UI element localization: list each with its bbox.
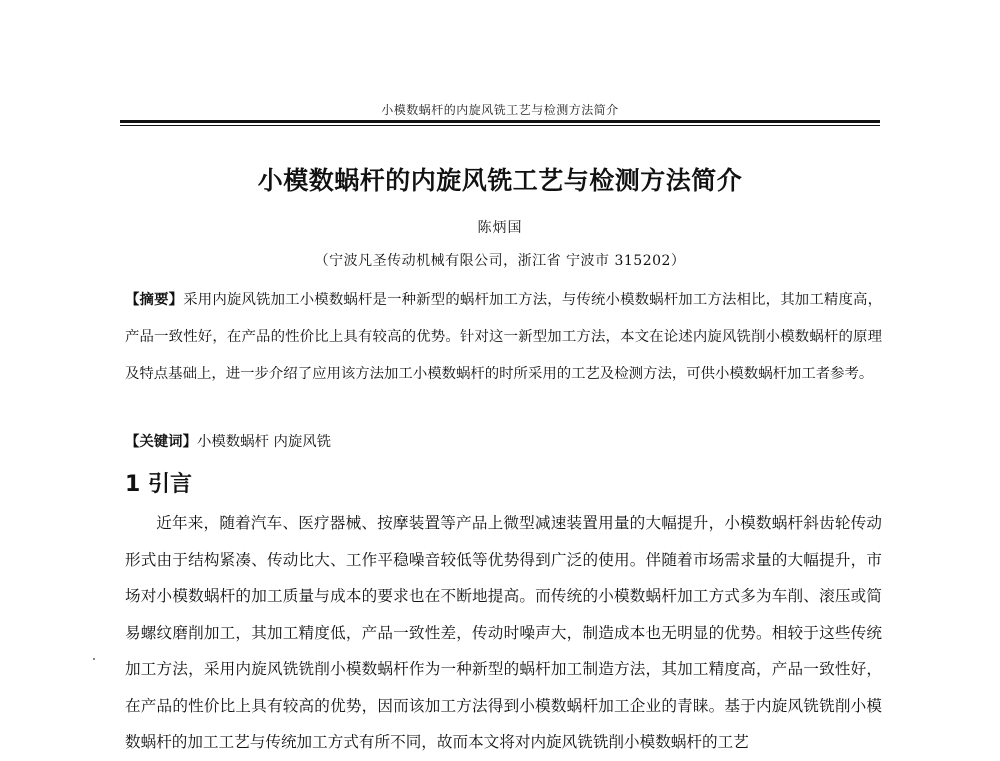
affiliation: （宁波凡圣传动机械有限公司，浙江省 宁波市 315202） bbox=[314, 253, 686, 269]
running-header: 小模数蜗杆的内旋风铣工艺与检测方法简介 bbox=[381, 103, 619, 117]
abstract bbox=[125, 282, 882, 393]
header-rule-thin bbox=[120, 125, 880, 126]
keywords-text: 小模数蜗杆 内旋风铣 bbox=[196, 434, 332, 450]
paper-title: 小模数蜗杆的内旋风铣工艺与检测方法简介 bbox=[257, 166, 743, 195]
keywords-label: 【关键词】 bbox=[125, 434, 197, 450]
scan-speck bbox=[93, 658, 95, 660]
header-rule-thick bbox=[120, 120, 880, 123]
section-heading: 1 引言 bbox=[125, 472, 192, 497]
author: 陈炳国 bbox=[477, 220, 523, 236]
abstract-label: 【摘要】 bbox=[125, 292, 184, 308]
keywords bbox=[125, 427, 882, 457]
abstract-text: 采用内旋风铣加工小模数蜗杆是一种新型的蜗杆加工方法，与传统小模数蜗杆加工方法相比，其加工精度高，产品一致性好，在产品的性价比上具有较高的优势。针对这一新型加工方法，本文在论述内旋风铣削小模数蜗杆的原理及特点基础上，进一步介绍了应用该方法加工小模数蜗杆的时所采用的工艺及检测方法，可供小模数蜗杆加工者参考。 bbox=[125, 292, 882, 382]
section-body: 近年来，随着汽车、医疗器械、按摩装置等产品上微型减速装置用量的大幅提升，小模数蜗杆斜齿轮传动形式由于结构紧凑、传动比大、工作平稳噪音较低等优势得到广泛的使用。伴随着市场需求量的大幅提升，市场对小模数蜗杆的加工质量与成本的要求也在不断地提高。而传统的小模数蜗杆加工方式多为车削、滚压或简易螺纹磨削加工，其加工精度低，产品一致性差，传动时噪声大，制造成本也无明显的优势。相较于这些传统加工方法，采用内旋风铣铣削小模数蜗杆作为一种新型的蜗杆加工制造方法，其加工精度高，产品一致性好，在产品的性价比上具有较高的优势，因而该加工方法得到小模数蜗杆加工企业的青睐。基于内旋风铣铣削小模数蜗杆的加工工艺与传统加工方式有所不同，故而本文将对内旋风铣铣削小模数蜗杆的工艺 bbox=[125, 514, 882, 751]
